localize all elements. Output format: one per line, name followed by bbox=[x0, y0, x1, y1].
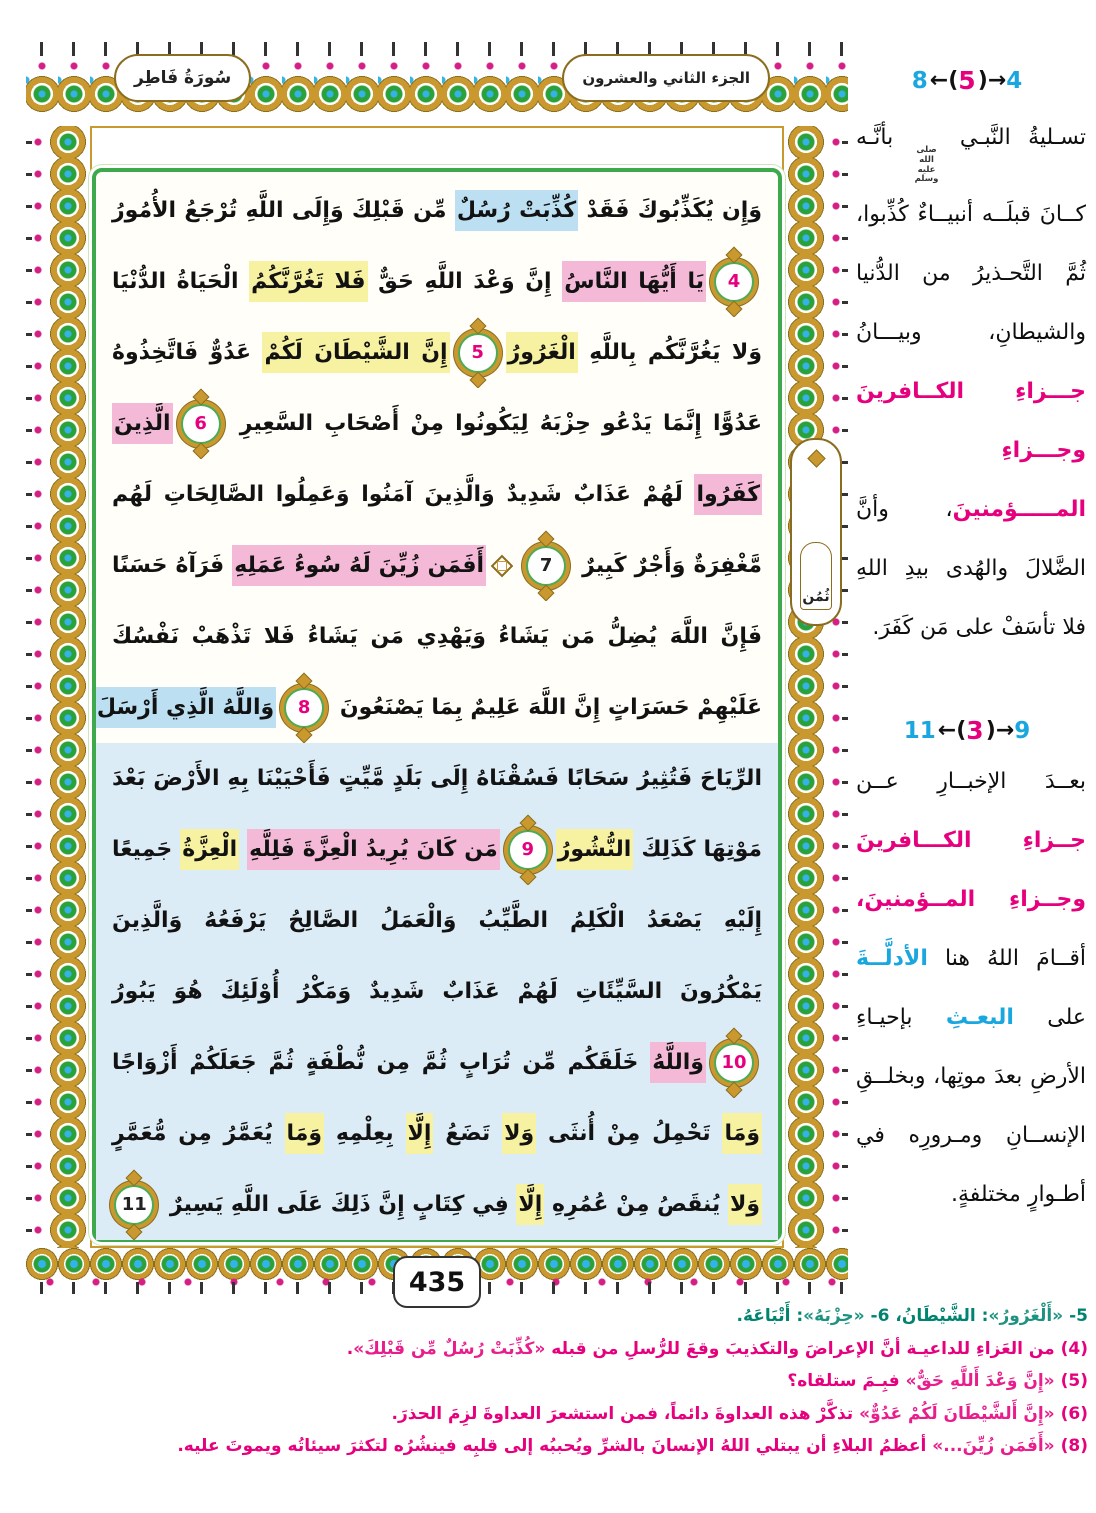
verse-marker: 11 bbox=[114, 1185, 154, 1225]
text-run: ، وأنَّ الضَّلالَ والهُدى بيدِ اللهِ فلا تأسَفْ على مَن كَفَرَ. bbox=[856, 497, 1086, 641]
highlighted-text: يَا أَيُّهَا النَّاسُ bbox=[562, 261, 706, 302]
text-run bbox=[239, 837, 247, 862]
quran-line bbox=[96, 246, 778, 317]
range-count: 5 bbox=[958, 66, 976, 95]
colored-text: الأدلَّــةَ bbox=[856, 946, 928, 971]
text-run: بعــدَ الإخبــارِ عــن bbox=[856, 769, 1086, 794]
text-run: مِّن قَبْلِكَ وَإِلَى اللَّهِ تُرْجَعُ الأُمُورُ bbox=[112, 198, 455, 223]
tafsir-paragraph-1 bbox=[856, 108, 1086, 657]
text-run: . bbox=[346, 1338, 354, 1359]
highlighted-text: الْغَرُورُ bbox=[506, 332, 578, 373]
verse-marker: 7 bbox=[526, 546, 566, 586]
text-run: : أَتْبَاعَهُ. bbox=[736, 1306, 804, 1326]
range-start-verse: 4 bbox=[1006, 67, 1023, 94]
colored-text: جــزاءِ الكـــافرينَ وجــزاءِ المــؤمنينَ، bbox=[856, 828, 1086, 912]
quran-quote: «حِزْبَهُ» bbox=[803, 1306, 865, 1326]
text-run: يُنقَصُ مِنْ عُمُرِهِ bbox=[544, 1192, 728, 1217]
juz-title-cartouche bbox=[562, 54, 770, 102]
pbuh-mark-line: صلى الله bbox=[916, 145, 937, 165]
quran-line bbox=[96, 175, 778, 246]
text-run: الرِّيَاحَ فَتُثِيرُ سَحَابًا فَسُقْنَاهُ إِلَى بَلَدٍ مَّيِّتٍ فَأَحْيَيْنَا بِهِ الأَرْضَ بَعْدَ bbox=[112, 766, 762, 791]
text-run: جَمِيعًا bbox=[112, 837, 181, 862]
colored-text: جـــزاءِ الكــافرينَ وجـــزاءِ المـــــؤمنينَ bbox=[856, 379, 1086, 523]
close-paren: ) bbox=[977, 68, 986, 93]
text-run: فبِـمَ ستلقاه؟ bbox=[787, 1371, 906, 1391]
highlighted-text: إِلَّا bbox=[406, 1113, 434, 1154]
text-run: الْحَيَاةُ الدُّنْيَا bbox=[112, 269, 250, 294]
highlighted-text: كَفَرُوا bbox=[694, 474, 762, 515]
highlighted-text: أَفَمَن زُيِّنَ لَهُ سُوءُ عَمَلِهِ bbox=[232, 545, 486, 586]
text-run: (4) من العَزاءِ للداعيـة أنَّ الإعراضَ والتكذيبَ وقعَ للرُّسلِ من قبله bbox=[545, 1338, 1088, 1359]
quran-quote: «إِنَّ وَعْدَ أَللَّهِ حَقٌّ» bbox=[905, 1371, 1055, 1391]
finial-ornament-icon bbox=[807, 449, 825, 467]
verse-marker: 6 bbox=[181, 404, 221, 444]
text-run: عَدُوًّا إِنَّمَا يَدْعُو حِزْبَهُ لِيَكُونُوا مِنْ أَصْحَابِ السَّعِيرِ bbox=[228, 411, 762, 436]
text-frame bbox=[92, 168, 782, 1242]
verse-marker: 8 bbox=[284, 688, 324, 728]
text-run: وَلا يَغُرَّنَّكُم بِاللَّهِ bbox=[577, 340, 762, 365]
footnote-line bbox=[8, 1300, 1088, 1333]
thumun-label: ثُمُن bbox=[802, 589, 830, 605]
text-run: 5- bbox=[1063, 1306, 1088, 1326]
hizb-rosette-icon bbox=[491, 555, 514, 578]
text-run: عَدُوٌّ فَاتَّخِذُوهُ bbox=[112, 340, 263, 365]
text-run: : الشَّيْطَانُ، 6- bbox=[864, 1306, 989, 1326]
quran-line bbox=[96, 956, 778, 1027]
range-count: 3 bbox=[966, 716, 984, 745]
thumun-marker-tab bbox=[790, 438, 842, 626]
border-ornament-left bbox=[26, 126, 92, 1248]
quran-line bbox=[96, 1027, 778, 1098]
text-run: (8) bbox=[1054, 1436, 1088, 1456]
verse-range-indicator-2 bbox=[852, 716, 1082, 745]
highlighted-text: وَمَا bbox=[285, 1113, 325, 1154]
text-run: (5) bbox=[1054, 1371, 1088, 1391]
open-paren: ( bbox=[948, 68, 957, 93]
highlighted-text: فَلا تَغُرَّنَّكُمُ bbox=[249, 261, 367, 302]
page-number: 435 bbox=[408, 1266, 466, 1298]
highlighted-text: إِلَّا bbox=[516, 1184, 544, 1225]
text-run: فَرَآهُ حَسَنًا bbox=[112, 553, 233, 578]
footnote-line bbox=[8, 1398, 1088, 1431]
range-start-verse: 9 bbox=[1014, 717, 1031, 744]
text-run: بإحيـاءِ الأرضِ بعدَ موتِها، وبخلــقِ الإنســانِ ومـرورِه في أطـوارٍ مختلفةٍ. bbox=[856, 1005, 1086, 1207]
quran-line bbox=[96, 814, 778, 885]
verse-marker: 4 bbox=[714, 262, 754, 302]
quran-line bbox=[96, 601, 778, 672]
highlighted-text: إِنَّ الشَّيْطَانَ لَكُمْ bbox=[262, 332, 449, 373]
right-arrow-icon: → bbox=[987, 68, 1005, 93]
highlighted-text: وَلا bbox=[728, 1184, 762, 1225]
highlighted-text: مَن كَانَ يُرِيدُ الْعِزَّةَ فَلِلَّهِ bbox=[247, 829, 500, 870]
footnote-line bbox=[8, 1333, 1088, 1366]
quran-line bbox=[96, 885, 778, 956]
highlighted-text: وَاللَّهُ الَّذِي أَرْسَلَ bbox=[96, 687, 276, 728]
text-run: بِعِلْمِهِ bbox=[324, 1121, 406, 1146]
quran-line bbox=[96, 1169, 778, 1240]
quran-line bbox=[96, 743, 778, 814]
highlighted-text: الْعِزَّةُ bbox=[180, 829, 239, 870]
quran-quote: «أَلْغَرُورُ» bbox=[988, 1306, 1064, 1326]
text-run: أقــامَ اللهُ هنا bbox=[927, 946, 1086, 971]
text-run: تَحْمِلُ مِنْ أُنثَى bbox=[536, 1121, 723, 1146]
verse-marker: 9 bbox=[508, 830, 548, 870]
highlighted-text: وَلا bbox=[502, 1113, 536, 1154]
footnote-line bbox=[8, 1365, 1088, 1398]
text-run: فَإِنَّ اللَّهَ يُضِلُّ مَن يَشَاءُ وَيَهْدِي مَن يَشَاءُ فَلا تَذْهَبْ نَفْسُكَ bbox=[112, 624, 762, 649]
verse-marker: 5 bbox=[458, 333, 498, 373]
pbuh-mark bbox=[911, 146, 943, 185]
text-run: لَهُمْ عَذَابٌ شَدِيدٌ وَالَّذِينَ آمَنُوا وَعَمِلُوا الصَّالِحَاتِ لَهُم bbox=[112, 482, 695, 507]
text-run: إِنَّ وَعْدَ اللَّهِ حَقٌّ bbox=[367, 269, 563, 294]
text-run: تسـليةُ النَّبـي bbox=[942, 125, 1086, 150]
quran-line bbox=[96, 672, 778, 743]
text-run: تذكَّرْ هذه العداوةَ دائماً، فمن استشعرَ العداوةَ لزِمَ الحذرَ. bbox=[391, 1403, 860, 1424]
footnote-line bbox=[8, 1430, 1088, 1463]
text-run: إِلَيْهِ يَصْعَدُ الْكَلِمُ الطَّيِّبُ وَالْعَمَلُ الصَّالِحُ يَرْفَعُهُ وَالَّذِينَ bbox=[112, 908, 762, 933]
tafsir-sidebar bbox=[852, 0, 1090, 1295]
range-end-verse: 8 bbox=[911, 67, 928, 94]
arch-ornament bbox=[800, 542, 832, 610]
pbuh-mark-line: عليه وسلم bbox=[914, 164, 939, 185]
quran-line bbox=[96, 459, 778, 530]
text-run: يَمْكُرُونَ السَّيِّئَاتِ لَهُمْ عَذَابٌ شَدِيدٌ وَمَكْرُ أُوْلَئِكَ هُوَ يَبُورُ bbox=[112, 979, 762, 1004]
highlighted-text: النُّشُورُ bbox=[556, 829, 634, 870]
quran-quote: «إِنَّ أَلشَّيْطَانَ لَكُمْ عَدُوٌّ» bbox=[859, 1403, 1055, 1424]
page-number-cartouche bbox=[393, 1256, 481, 1308]
text-run: خَلَقَكُم مِّن تُرَابٍ ثُمَّ مِن نُّطْفَةٍ ثُمَّ جَعَلَكُمْ أَزْوَاجًا bbox=[112, 1050, 651, 1075]
surah-title-cartouche bbox=[114, 54, 251, 102]
left-arrow-icon: ← bbox=[937, 718, 955, 743]
text-run: (6) bbox=[1054, 1403, 1088, 1424]
quran-quote: «أَفَمَن زُيِّنَ...» bbox=[932, 1436, 1055, 1456]
quran-line bbox=[96, 530, 778, 601]
surah-title: سُورَةُ فَاطِر bbox=[134, 68, 232, 88]
left-arrow-icon: ← bbox=[929, 68, 947, 93]
text-run: على bbox=[1013, 1005, 1086, 1030]
verse-range-indicator-1 bbox=[852, 66, 1082, 95]
text-run: فِي كِتَابٍ إِنَّ ذَلِكَ عَلَى اللَّهِ يَسِيرٌ bbox=[162, 1192, 517, 1217]
quran-line bbox=[96, 388, 778, 459]
quran-quote: «كُذِّبَتْ رُسُلٌ مِّن قَبْلِكَ» bbox=[353, 1338, 546, 1359]
text-run: يُعَمَّرُ مِن مُّعَمَّرٍ bbox=[112, 1121, 285, 1146]
range-end-verse: 11 bbox=[903, 717, 936, 744]
tafsir-paragraph-2 bbox=[856, 752, 1086, 1224]
text-run: مَّغْفِرَةٌ وَأَجْرٌ كَبِيرٌ bbox=[574, 553, 763, 578]
verse-marker: 10 bbox=[714, 1043, 754, 1083]
highlighted-text: وَمَا bbox=[722, 1113, 762, 1154]
text-run: أعظمُ البلاءِ أن يبتلي اللهُ الإنسانَ بالشرِّ ويُحببُه إلى قلبِه فينشُرُه لتكثرَ سيئاتُه ويموتَ عليه. bbox=[177, 1436, 933, 1456]
quran-line bbox=[96, 1098, 778, 1169]
highlighted-text: وَاللَّهُ bbox=[650, 1042, 706, 1083]
open-paren: ( bbox=[956, 718, 965, 743]
footnotes bbox=[8, 1300, 1088, 1463]
close-paren: ) bbox=[985, 718, 994, 743]
text-run: وَإِن يُكَذِّبُوكَ فَقَدْ bbox=[578, 198, 762, 223]
quran-text bbox=[96, 172, 778, 1238]
quran-line bbox=[96, 317, 778, 388]
border-ornament-right bbox=[782, 126, 848, 1248]
highlighted-text: الَّذِينَ bbox=[112, 403, 173, 444]
highlighted-text: كُذِّبَتْ رُسُلٌ bbox=[455, 190, 578, 231]
text-run: بأنَّـه كــانَ قبلَــه أنبيــاءٌ كُذِّبوا، ثُمَّ التَّحـذيرُ من الدُّنيا والشيطانِ، وبيـــانُ bbox=[856, 125, 1086, 346]
text-run: تَضَعُ bbox=[433, 1121, 503, 1146]
text-run: مَوْتِهَا كَذَلِكَ bbox=[633, 837, 762, 862]
right-arrow-icon: → bbox=[995, 718, 1013, 743]
text-run: عَلَيْهِمْ حَسَرَاتٍ إِنَّ اللَّهَ عَلِيمٌ بِمَا يَصْنَعُونَ bbox=[332, 695, 762, 720]
juz-title: الجزء الثاني والعشرون bbox=[582, 69, 750, 87]
colored-text: البعـثِ bbox=[945, 1005, 1014, 1030]
quran-page-block bbox=[26, 42, 848, 1298]
